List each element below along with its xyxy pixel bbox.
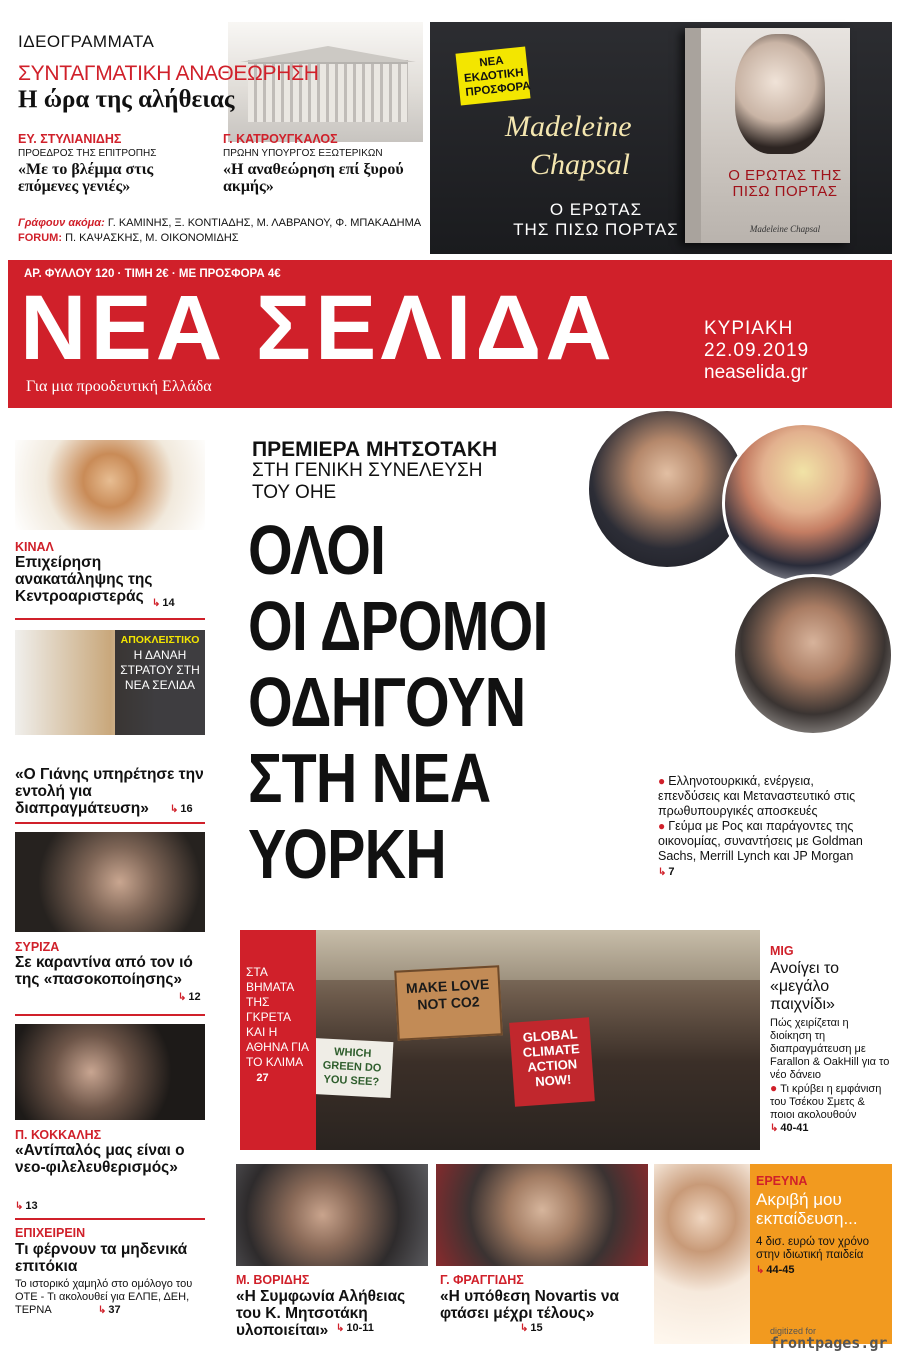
kinal-photo xyxy=(15,440,205,530)
kokkalis-photo xyxy=(15,1024,205,1120)
watermark-line-2: frontpages.gr xyxy=(770,1334,888,1352)
s1-kicker: ΚΙΝΑΛ xyxy=(15,540,54,554)
b1-headline: «Η Συμφωνία Αλήθειας του Κ. Μητσοτάκη υλοποιείται» xyxy=(236,1288,406,1339)
book-promo xyxy=(430,22,892,254)
tagline: Για μια προοδευτική Ελλάδα xyxy=(26,378,212,395)
ideogrammata-box xyxy=(18,22,423,254)
s2-tag: ΑΠΟΚΛΕΙΣΤΙΚΟ xyxy=(120,634,200,646)
forum-label: FORUM: xyxy=(18,232,62,244)
climate-feature xyxy=(230,930,760,1150)
lead-kicker-2: ΣΤΗ ΓΕΝΙΚΗ ΣΥΝΕΛΕΥΣΗ xyxy=(252,460,483,481)
erdogan-portrait xyxy=(732,574,894,736)
s3-page: ↳ 12 xyxy=(178,991,201,1003)
cover-author: Madeleine Chapsal xyxy=(749,224,821,234)
promo-author-2: Chapsal xyxy=(530,148,631,181)
climate-caption: ΣΤΑ ΒΗΜΑΤΑ ΤΗΣ ΓΚΡΕΤΑ ΚΑΙ Η ΑΘΗΝΑ ΓΙΑ ΤΟ ΚΛΙΜΑ xyxy=(246,965,309,1069)
research-box xyxy=(654,1164,892,1344)
forum-names: Π. ΚΑΨΑΣΚΗΣ, Μ. ΟΙΚΟΝΟΜΙΔΗΣ xyxy=(65,232,239,244)
s2-tag-box xyxy=(115,630,205,735)
fragidis-photo xyxy=(436,1164,648,1266)
watermark-line-1: digitized for xyxy=(770,1326,817,1336)
b1-page: ↳ 10-11 xyxy=(336,1322,374,1334)
right-quote: «Η αναθεώρηση επί ξυρού ακμής» xyxy=(223,161,404,195)
mig-text-2-wrap xyxy=(770,1082,892,1122)
s3-kicker: ΣΥΡΙΖΑ xyxy=(15,940,60,954)
issue-day: ΚΥΡΙΑΚΗ xyxy=(704,318,794,339)
lead-kicker-3: ΤΟΥ ΟΗΕ xyxy=(252,482,337,503)
climate-caption-box xyxy=(240,930,318,1150)
also-label: Γράφουν ακόμα: xyxy=(18,217,105,229)
left-quote: «Με το βλέμμα στις επόμενες γενιές» xyxy=(18,161,154,195)
lead-bullets xyxy=(658,774,868,880)
student-photo xyxy=(654,1164,750,1344)
s4-headline: «Αντίπαλός μας είναι ο νεο-φιλελευθερισμός» xyxy=(15,1142,185,1176)
issue-info: ΑΡ. ΦΥΛΛΟΥ 120 · ΤΙΜΗ 2€ · ΜΕ ΠΡΟΣΦΟΡΑ 4€ xyxy=(24,268,281,280)
right-role: ΠΡΩΗΝ ΥΠΟΥΡΓΟΣ ΕΞΩΤΕΡΙΚΩΝ xyxy=(223,148,383,159)
headline-4: ΣΤΗ ΝΕΑ xyxy=(248,739,491,817)
b3-page: ↳ 44-45 xyxy=(756,1264,795,1276)
watermark xyxy=(770,1326,894,1352)
mig-text-1: Πώς χειρίζεται η διοίκηση τη διαπραγμάτευση με Farallon & OakHill για το νέο δάνειο xyxy=(770,1017,890,1081)
b3-headline: Ακριβή μου εκπαίδευση... xyxy=(756,1190,858,1228)
newspaper-name: ΝΕΑ ΣΕΛΙΔΑ xyxy=(20,277,616,379)
s5-kicker: ΕΠΙΧΕΙΡΕΙΝ xyxy=(15,1226,86,1240)
trump-portrait xyxy=(722,422,884,584)
b3-kicker: ΕΡΕΥΝΑ xyxy=(756,1174,808,1188)
s5-text: Το ιστορικό χαμηλό στο ομόλογο του ΟΤΕ - Τι ακολουθεί για ΕΛΠΕ, ΔΕΗ, ΤΕΡΝΑ xyxy=(15,1278,193,1316)
section-label: ΙΔΕΟΓΡΑΜΜΑΤΑ xyxy=(18,32,155,51)
mig-headline: Ανοίγει το «μεγάλο παιχνίδι» xyxy=(770,960,839,1013)
masthead xyxy=(8,260,892,408)
b1-kicker: Μ. ΒΟΡΙΔΗΣ xyxy=(236,1273,310,1287)
issue-date: 22.09.2019 xyxy=(704,340,810,361)
s5-page: ↳ 37 xyxy=(98,1304,121,1316)
promo-badge: ΝΕΑ ΕΚΔΟΤΙΚΗ ΠΡΟΣΦΟΡΑ xyxy=(455,46,530,105)
b2-headline: «Η υπόθεση Novartis να φτάσει μέχρι τέλους» xyxy=(440,1288,620,1322)
mig-kicker: MIG xyxy=(770,944,794,958)
s3-headline: Σε καραντίνα από τον ιό της «πασοκοποίησης» xyxy=(15,954,193,988)
left-author: ΕΥ. ΣΤΥΛΙΑΝΙΔΗΣ xyxy=(18,132,122,146)
voridis-photo xyxy=(236,1164,428,1266)
also-writing xyxy=(18,216,423,246)
s2-tag-text: Η ΔΑΝΑΗ ΣΤΡΑΤΟΥ ΣΤΗ ΝΕΑ ΣΕΛΙΔΑ xyxy=(120,648,200,692)
promo-title-1: Ο ΕΡΩΤΑΣ xyxy=(549,200,643,219)
mig-story xyxy=(770,944,892,1154)
climate-page: ↳ 27 xyxy=(246,1072,312,1084)
s1-headline: Επιχείρηση ανακατάληψης της Κεντροαριστεράς xyxy=(15,554,153,605)
s4-kicker: Π. ΚΟΚΚΑΛΗΣ xyxy=(15,1128,102,1142)
website[interactable]: neaselida.gr xyxy=(704,362,808,383)
promo-title-2: ΤΗΣ ΠΙΣΩ ΠΟΡΤΑΣ xyxy=(513,220,679,239)
lead-bullet-2: ● Γεύμα με Ρος και παράγοντες της οικονομίας, συναντήσεις με Goldman Sachs, Merrill Lynch και JP Morgan ↳ 7 xyxy=(658,819,868,880)
lead-bullet-1: ● Ελληνοτουρκικά, ενέργεια, επενδύσεις και Μεταναστευτικό στις πρωθυπουργικές αποσκευές xyxy=(658,774,868,819)
headline-2: ΟΙ ΔΡΟΜΟΙ xyxy=(248,587,548,665)
s2-headline: «Ο Γιάνης υπηρέτησε την εντολή για διαπραγμάτευση» xyxy=(15,766,204,817)
s4-page: ↳ 13 xyxy=(15,1200,38,1212)
right-author: Γ. ΚΑΤΡΟΥΓΚΑΛΟΣ xyxy=(223,132,338,146)
promo-author-1: Madeleine xyxy=(505,110,632,143)
mig-text-2: Τι κρύβει η εμφάνιση του Τσέκου Σμετς & ποιοι ακολουθούν xyxy=(770,1083,882,1121)
cover-title: Ο ΕΡΩΤΑΣ ΤΗΣ ΠΙΣΩ ΠΟΡΤΑΣ xyxy=(728,167,842,200)
headline-3: ΟΔΗΓΟΥΝ xyxy=(248,663,526,741)
left-role: ΠΡΟΕΔΡΟΣ ΤΗΣ ΕΠΙΤΡΟΠΗΣ xyxy=(18,148,157,159)
bottom-row xyxy=(230,1164,892,1344)
climate-protest-image xyxy=(316,930,760,1150)
mig-page: ↳ 40-41 xyxy=(770,1122,892,1134)
sign-climate-action: GLOBAL CLIMATE ACTION NOW! xyxy=(509,1017,595,1106)
s1-page: ↳ 14 xyxy=(152,597,175,609)
b2-page: ↳ 15 xyxy=(520,1322,543,1334)
b2-kicker: Γ. ΦΡΑΓΓΙΔΗΣ xyxy=(440,1273,524,1287)
b3-text: 4 δισ. ευρώ τον χρόνο στην ιδιωτική παιδεία xyxy=(756,1236,870,1261)
theme-title: ΣΥΝΤΑΓΜΑΤΙΚΗ ΑΝΑΘΕΩΡΗΣΗ xyxy=(18,62,319,85)
sign-which-green: WHICH GREEN DO YOU SEE? xyxy=(316,1038,393,1098)
sidebar xyxy=(10,440,210,1340)
book-cover xyxy=(685,28,850,243)
s2-page: ↳ 16 xyxy=(170,803,193,815)
cover-face-image xyxy=(735,34,825,154)
s5-headline: Τι φέρνουν τα μηδενικά επιτόκια xyxy=(15,1241,188,1275)
headline-1: ΟΛΟΙ xyxy=(248,511,386,589)
sign-make-love: MAKE LOVE NOT CO2 xyxy=(394,965,503,1040)
lead-page: ↳ 7 xyxy=(658,866,675,878)
also-names: Γ. ΚΑΜΙΝΗΣ, Ξ. ΚΟΝΤΙΑΔΗΣ, Μ. ΛΑΒΡΑΝΟΥ, Φ. ΜΠΑΚΑΔΗΜΑ xyxy=(107,217,421,229)
main-title: Η ώρα της αλήθειας xyxy=(18,86,235,113)
headline-5: ΥΟΡΚΗ xyxy=(248,815,446,893)
lead-story xyxy=(230,430,890,920)
syriza-photo xyxy=(15,832,205,932)
lead-kicker-1: ΠΡΕΜΙΕΡΑ ΜΗΤΣΟΤΑΚΗ xyxy=(252,438,498,461)
